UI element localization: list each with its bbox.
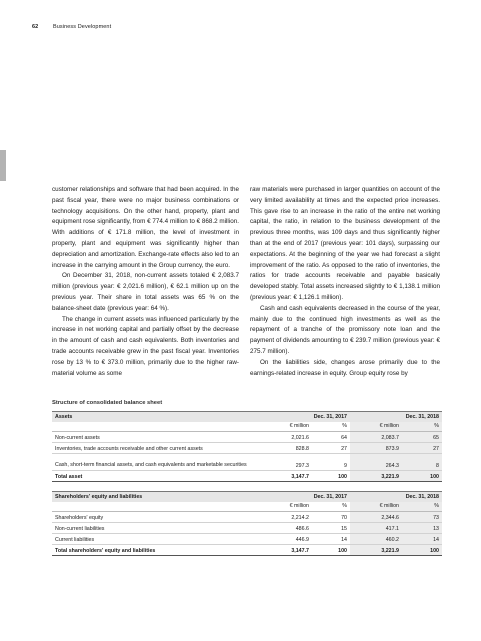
table-row xyxy=(52,533,442,544)
cell: 460.2 xyxy=(350,533,402,544)
row-label: Current liabilities xyxy=(52,533,260,544)
paragraph: On the liabilities side, changes arose primarily due to the earnings-related increase in equity. Group equity rose by xyxy=(250,358,440,377)
table-header-label: Assets xyxy=(52,412,260,423)
table-row xyxy=(52,431,442,442)
paragraph: customer relationships and software that had been acquired. In the past fiscal year, there were no major business combinations or technology acquisitions. On the other hand, property, plant and equipment rose significantly, from € 774.4 million to € 868.2 million. With additions of € 171.8 million, the level of investment in property, plant and equipment was significantly higher than depreciation and amortization. Exchange-rate effects also led to an increase in the carrying amount in the Group currency, the euro. xyxy=(52,186,239,269)
year-header-2017: Dec. 31, 2017 xyxy=(260,412,350,423)
cell: 13 xyxy=(402,522,442,533)
cell: 8 xyxy=(402,453,442,470)
unit-cell: € million xyxy=(350,502,402,511)
cell: 9 xyxy=(312,453,350,470)
cell: 27 xyxy=(312,442,350,453)
cell: 2,083.7 xyxy=(350,431,402,442)
cell: 2,214.2 xyxy=(260,511,312,522)
cell: 3,147.7 xyxy=(260,470,312,481)
table-header-row xyxy=(52,412,442,423)
cell: 417.1 xyxy=(350,522,402,533)
unit-cell: % xyxy=(402,502,442,511)
cell: 100 xyxy=(402,470,442,481)
cell: 873.9 xyxy=(350,442,402,453)
unit-cell: % xyxy=(312,502,350,511)
table-total-row xyxy=(52,470,442,481)
row-label: Cash, short-term financial assets, and cash equivalents and marketable securities xyxy=(52,453,260,470)
paragraph: raw materials were purchased in larger quantities on account of the very limited availability at times and the expected price increases. This gave rise to an increase in the ratio of the entire net working capital, the ratio, in relation to the business development of the previous three months, was 109 days and thus significantly higher than at the end of 2017 (previous year: 101 days), surpassing our expectations. At the beginning of the year we had forecast a slight improvement of the ratio. As opposed to the ratio of inventories, the ratios for trade accounts receivable and payable basically developed stably. Total assets increased slightly to € 1,138.1 million (previous year: € 1,126.1 million). xyxy=(250,186,440,301)
cell: 15 xyxy=(312,522,350,533)
cell: 73 xyxy=(402,511,442,522)
table-row xyxy=(52,453,442,470)
row-label: Non-current liabilities xyxy=(52,522,260,533)
cell: 64 xyxy=(312,431,350,442)
cell: 2,344.6 xyxy=(350,511,402,522)
section-title: Business Development xyxy=(52,24,112,30)
cell: 446.9 xyxy=(260,533,312,544)
cell: 3,221.9 xyxy=(350,470,402,481)
cell: 3,221.9 xyxy=(350,544,402,555)
cell: 14 xyxy=(312,533,350,544)
table-row xyxy=(52,522,442,533)
paragraph: The change in current assets was influenced particularly by the increase in net working capital and partially offset by the decrease in the amount of cash and cash equivalents. Both inventories and trade accounts receivable grew in the past fiscal year. Inventories rose by 13 % to € 373.0 million, primarily due to the higher raw-material volume as some xyxy=(52,315,239,377)
cell: 100 xyxy=(402,544,442,555)
table-header-label: Shareholders' equity and liabilities xyxy=(52,492,260,503)
unit-cell: % xyxy=(402,422,442,431)
cell: 486.6 xyxy=(260,522,312,533)
page-header xyxy=(32,24,111,30)
cell: 65 xyxy=(402,431,442,442)
paragraph: Cash and cash equivalents decreased in the course of the year, mainly due to the continued high investments as well as the repayment of a tranche of the promissory note loan and the payment of dividends amounting to € 239.7 million (previous year: € 275.7 million). xyxy=(250,304,440,355)
table-total-row xyxy=(52,544,442,555)
cell: 70 xyxy=(312,511,350,522)
unit-cell: € million xyxy=(350,422,402,431)
cell: 2,021.6 xyxy=(260,431,312,442)
page-number: 62 xyxy=(32,24,39,30)
cell: 14 xyxy=(402,533,442,544)
unit-cell: € million xyxy=(260,502,312,511)
units-row xyxy=(52,502,442,511)
cell: 264.3 xyxy=(350,453,402,470)
unit-cell: % xyxy=(312,422,350,431)
cell: 100 xyxy=(312,470,350,481)
cell: 100 xyxy=(312,544,350,555)
table-row xyxy=(52,442,442,453)
assets-table xyxy=(52,411,442,482)
year-header-2018: Dec. 31, 2018 xyxy=(350,492,442,503)
body-column-left xyxy=(52,185,239,379)
row-label: Shareholders' equity xyxy=(52,511,260,522)
side-tab-marker xyxy=(0,150,6,181)
table-row xyxy=(52,511,442,522)
row-label: Total shareholders' equity and liabilities xyxy=(52,544,260,555)
cell: 3,147.7 xyxy=(260,544,312,555)
paragraph: On December 31, 2018, non-current assets totaled € 2,083.7 million (previous year: € 2,021.6 million), € 62.1 million up on the previous year. Their share in total assets was 65 % on the balance-sheet date (previous year: 64 %). xyxy=(52,272,239,312)
year-header-2017: Dec. 31, 2017 xyxy=(260,492,350,503)
year-header-2018: Dec. 31, 2018 xyxy=(350,412,442,423)
liabilities-table xyxy=(52,491,442,556)
units-row xyxy=(52,422,442,431)
cell: 27 xyxy=(402,442,442,453)
table-header-row xyxy=(52,492,442,503)
body-column-right xyxy=(250,185,440,379)
row-label: Total asset xyxy=(52,470,260,481)
unit-cell: € million xyxy=(260,422,312,431)
row-label: Inventories, trade accounts receivable and other current assets xyxy=(52,442,260,453)
row-label: Non-current assets xyxy=(52,431,260,442)
cell: 297.3 xyxy=(260,453,312,470)
cell: 828.8 xyxy=(260,442,312,453)
table-title: Structure of consolidated balance sheet xyxy=(52,400,163,406)
